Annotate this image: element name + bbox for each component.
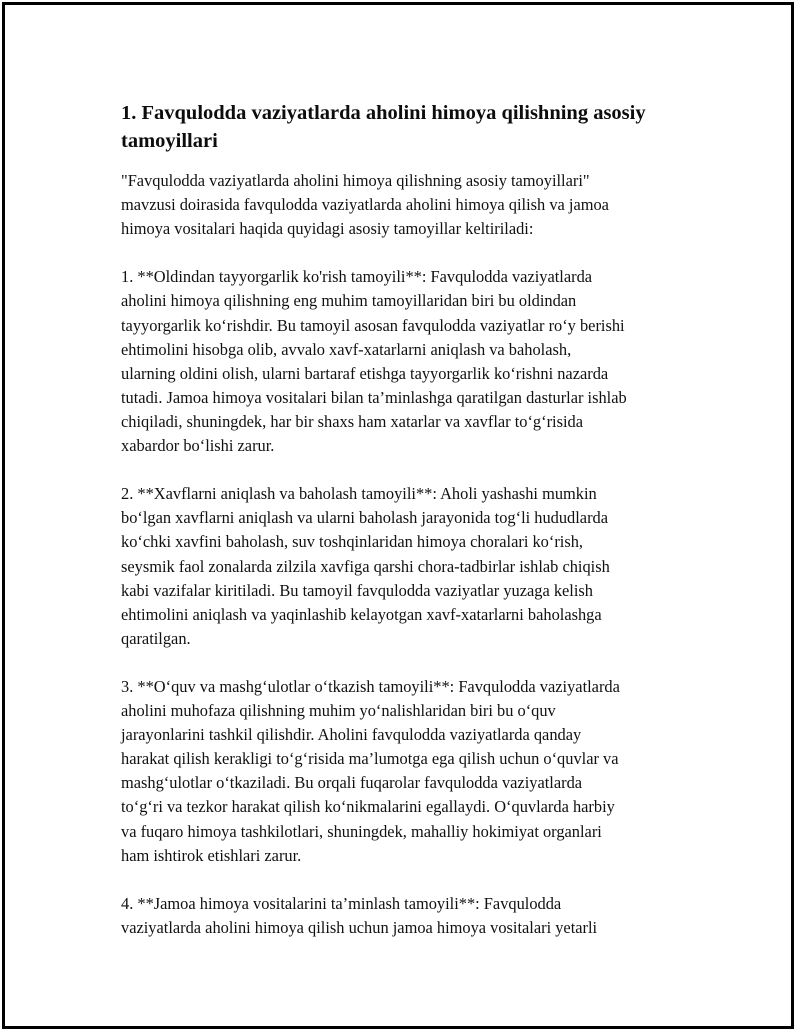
document-content	[121, 99, 681, 964]
principle-4-paragraph: 4. **Jamoa himoya vositalarini ta’minlash tamoyili**: Favqulodda vaziyatlarda aholini himoya qilish uchun jamoa himoya vositalari yetarli	[121, 893, 598, 937]
section-heading: 1. Favqulodda vaziyatlarda aholini himoya qilishning asosiy tamoyillari	[121, 102, 646, 152]
principle-2-paragraph: 2. **Xavflarni aniqlash va baholash tamoyili**: Aholi yashashi mumkin bo‘lgan xavflarni aniqlash va ularni baholash jarayonida tog‘li hududlarda ko‘chki xavfini baholash, suv toshqinlaridan himoya choralari ko‘rish, seysmik faol zonalarda zilzila xavfiga qarshi chora-tadbirlar ishlab chiqish kabi vazifalar kiritiladi. Bu tamoyil favqulodda vaziyatlar yuzaga kelish ehtimolini aniqlash va yaqinlashib kelayotgan xavf-xatarlarni baholashga qaratilgan.	[121, 484, 610, 648]
principle-1-paragraph: 1. **Oldindan tayyorgarlik ko'rish tamoyili**: Favqulodda vaziyatlarda aholini himoya qilishning eng muhim tamoyillaridan biri bu oldindan tayyorgarlik ko‘rishdir. Bu tamoyil asosan favqulodda vaziyatlar ro‘y berishi ehtimolini hisobga olib, avvalo xavf-xatarlarni aniqlash va baholash, ularning oldini olish, ularni bartaraf etishga tayyorgarlik ko‘rishni nazarda tutadi. Jamoa himoya vositalari bilan ta’minlashga qaratilgan dasturlar ishlab chiqiladi, shuningdek, har bir shaxs ham xatarlar va xavflar to‘g‘risida xabardor bo‘lishi zarur.	[121, 267, 627, 456]
intro-paragraph: "Favqulodda vaziyatlarda aholini himoya qilishning asosiy tamoyillari" mavzusi doirasida favqulodda vaziyatlarda aholini himoya qilish va jamoa himoya vositalari haqida quyidagi asosiy tamoyillar keltiriladi:	[121, 171, 609, 239]
page-frame	[2, 2, 794, 1029]
principle-3-paragraph: 3. **O‘quv va mashg‘ulotlar o‘tkazish tamoyili**: Favqulodda vaziyatlarda aholini muhofaza qilishning muhim yo‘nalishlaridan biri bu o‘quv jarayonlarini tashkil qilishdir. Aholini favqulodda vaziyatlarda qanday harakat qilish kerakligi to‘g‘risida ma’lumotga ega qilish uchun o‘quvlar va mashg‘ulotlar o‘tkaziladi. Bu orqali fuqarolar favqulodda vaziyatlarda to‘g‘ri va tezkor harakat qilish ko‘nikmalarini egallaydi. O‘quvlarda harbiy va fuqaro himoya tashkilotlari, shuningdek, mahalliy hokimiyat organlari ham ishtirok etishlari zarur.	[121, 676, 620, 865]
